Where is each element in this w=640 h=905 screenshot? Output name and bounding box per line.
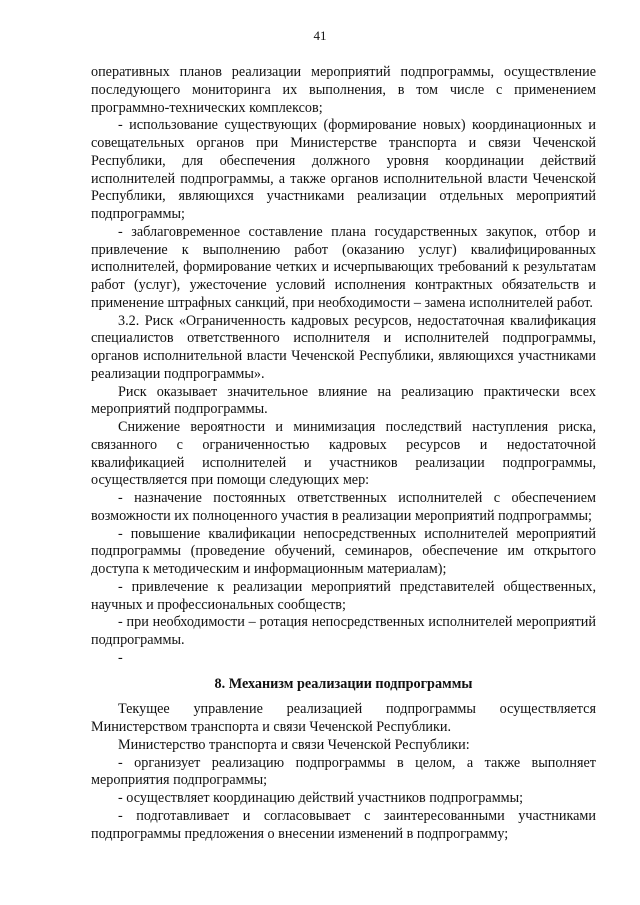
bullet-rotation: - при необходимости – ротация непосредственных исполнителей мероприятий подпрограммы. [91, 614, 596, 648]
bullet-coordinates: - осуществляет координацию действий участников подпрограммы; [118, 790, 524, 806]
page-number: 41 [313, 28, 327, 43]
bullet-procurement-plan: - заблаговременное составление плана государственных закупок, отбор и привлечение к выполнению работ (оказанию услуг) квалифицированных исполнителей, формирование четких и исчерпывающих требований к результатам работ (услуг), ужесточение условий исполнения контрактных обязательств и применение штрафных санкций, при необходимости – замена исполнителей работ. [91, 223, 596, 311]
risk-mitigation-paragraph: Снижение вероятности и минимизация последствий наступления риска, связанного с ограниченностью кадровых ресурсов и недостаточной квалификацией исполнителей и участников реализации подпрограммы, осуществляется при помощи следующих мер: [91, 419, 596, 489]
risk-impact-paragraph: Риск оказывает значительное влияние на реализацию практически всех мероприятий подпрограммы. [91, 383, 596, 418]
bullet-prepares-changes: - подготавливает и согласовывает с заинтересованными участниками подпрограммы предложения о внесении изменений в подпрограмму; [91, 807, 596, 842]
bullet-permanent-executors: - назначение постоянных ответственных исполнителей с обеспечением возможности их полноценного участия в реализации мероприятий подпрограммы; [91, 490, 596, 524]
bullet-communities: - привлечение к реализации мероприятий представителей общественных, научных и профессиональных сообществ; [91, 578, 596, 613]
lone-dash: - [118, 649, 123, 666]
bullet-qualification: - повышение квалификации непосредственных исполнителей мероприятий подпрограммы (проведение обучений, семинаров, обеспечение им открытого доступа к методическим и информационным материалам); [91, 525, 596, 577]
ministry-intro: Министерство транспорта и связи Чеченской Республики: [118, 736, 470, 753]
page-body [91, 64, 596, 843]
bullet-organizes: - организует реализацию подпрограммы в целом, а также выполняет мероприятия подпрограммы; [91, 754, 596, 789]
paragraph-continuation: оперативных планов реализации мероприятий подпрограммы, осуществление последующего мониторинга их выполнения, в том числе с применением программно-технических комплексов; [91, 64, 596, 116]
management-paragraph: Текущее управление реализацией подпрограммы осуществляется Министерством транспорта и связи Чеченской Республики. [91, 701, 596, 735]
bullet-coordination-bodies: - использование существующих (формирование новых) координационных и совещательных органов при Министерстве транспорта и связи Чеченской Республики, для обеспечения должного уровня координации действий исполнителей подпрограммы, а также органов исполнительной власти Чеченской Республики, являющихся участниками реализации отдельных мероприятий подпрограммы; [91, 117, 596, 222]
risk-3-2-paragraph: 3.2. Риск «Ограниченность кадровых ресурсов, недостаточная квалификация специалистов ответственного исполнителя и исполнителей подпрограммы, органов исполнительной власти Чеченской Республики, являющихся участниками реализации подпрограммы». [91, 312, 596, 382]
section-heading: 8. Механизм реализации подпрограммы [214, 675, 473, 692]
